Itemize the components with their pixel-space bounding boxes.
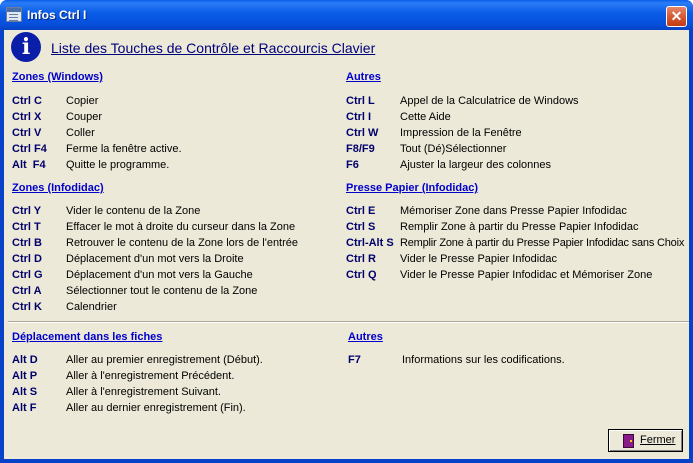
shortcut-row [12, 95, 332, 109]
info-icon: i [11, 32, 41, 62]
shortcut-key: Ctrl B [12, 237, 42, 249]
app-window-icon [6, 7, 22, 22]
shortcut-key: Alt F [12, 402, 37, 414]
shortcut-row [346, 253, 686, 267]
shortcut-desc: Remplir Zone à partir du Presse Papier Infodidac [400, 221, 639, 233]
shortcut-desc: Coller [66, 127, 95, 139]
shortcut-desc: Appel de la Calculatrice de Windows [400, 95, 579, 107]
shortcut-desc: Aller à l'enregistrement Suivant. [66, 386, 221, 398]
shortcut-row [12, 386, 332, 400]
shortcut-desc: Vider le contenu de la Zone [66, 205, 201, 217]
shortcut-key: Ctrl S [346, 221, 376, 233]
shortcut-row [346, 237, 688, 251]
shortcut-desc: Retrouver le contenu de la Zone lors de l'entrée [66, 237, 299, 249]
section-title-autres-bottom: Autres [348, 331, 383, 343]
shortcut-row [12, 205, 332, 219]
shortcut-key: F7 [348, 354, 361, 366]
close-button[interactable]: ✕ [666, 6, 687, 27]
shortcut-row [12, 127, 332, 141]
section-title-presse-papier: Presse Papier (Infodidac) [346, 182, 479, 194]
shortcut-key: Ctrl L [346, 95, 375, 107]
shortcut-key: Alt F4 [12, 159, 46, 171]
shortcut-row [346, 143, 686, 157]
section-title-zones-windows: Zones (Windows) [12, 71, 103, 83]
shortcut-desc: Mémoriser Zone dans Presse Papier Infodidac [400, 205, 627, 217]
shortcut-desc: Tout (Dé)Sélectionner [400, 143, 507, 155]
shortcut-desc: Vider le Presse Papier Infodidac et Mémoriser Zone [400, 269, 653, 281]
dialog-body [4, 30, 689, 459]
section-title-zones-infodidac: Zones (Infodidac) [12, 182, 104, 194]
shortcut-key: Ctrl D [12, 253, 42, 265]
shortcut-desc: Cette Aide [400, 111, 451, 123]
section-divider [8, 321, 689, 323]
shortcut-key: Ctrl T [12, 221, 41, 233]
shortcut-desc: Déplacement d'un mot vers la Droite [66, 253, 244, 265]
shortcut-key: F8/F9 [346, 143, 375, 155]
section-title-deplacement: Déplacement dans les fiches [12, 331, 163, 343]
shortcut-row [346, 269, 686, 283]
shortcut-desc: Sélectionner tout le contenu de la Zone [66, 285, 258, 297]
shortcut-row [12, 354, 332, 368]
shortcut-row [12, 111, 332, 125]
shortcut-desc: Ajuster la largeur des colonnes [400, 159, 552, 171]
shortcut-row [348, 354, 668, 368]
shortcut-key: Alt P [12, 370, 38, 382]
shortcut-key: Alt D [12, 354, 38, 366]
shortcut-desc: Copier [66, 95, 99, 107]
page-title: Liste des Touches de Contrôle et Raccourcis Clavier [51, 40, 376, 56]
shortcut-key: Ctrl A [12, 285, 42, 297]
shortcut-key: Ctrl K [12, 301, 42, 313]
shortcut-row [346, 159, 686, 173]
shortcut-desc: Informations sur les codifications. [402, 354, 565, 366]
shortcut-row [12, 237, 332, 251]
shortcut-desc: Couper [66, 111, 103, 123]
shortcut-row [346, 221, 686, 235]
shortcut-key: Ctrl W [346, 127, 379, 139]
shortcut-row [12, 370, 332, 384]
shortcut-desc: Déplacement d'un mot vers la Gauche [66, 269, 253, 281]
shortcut-key: Ctrl F4 [12, 143, 47, 155]
shortcut-key: Ctrl G [12, 269, 43, 281]
shortcut-desc: Aller au dernier enregistrement (Fin). [66, 402, 246, 414]
shortcut-row [12, 253, 332, 267]
shortcut-key: Ctrl R [346, 253, 376, 265]
shortcut-row [12, 143, 332, 157]
shortcut-row [12, 301, 332, 315]
shortcut-desc: Aller au premier enregistrement (Début). [66, 354, 263, 366]
shortcut-key: Ctrl I [346, 111, 372, 123]
shortcut-desc: Vider le Presse Papier Infodidac [400, 253, 557, 265]
shortcut-key: Ctrl Q [346, 269, 377, 281]
fermer-button-label: Fermer [640, 434, 676, 446]
shortcut-row [12, 159, 332, 173]
shortcut-desc: Quitte le programme. [66, 159, 170, 171]
shortcut-row [12, 402, 332, 416]
shortcut-key: F6 [346, 159, 359, 171]
title-bar[interactable] [0, 0, 693, 30]
fermer-button[interactable] [608, 429, 683, 452]
shortcut-desc: Effacer le mot à droite du curseur dans la Zone [66, 221, 296, 233]
shortcut-row [12, 221, 332, 235]
shortcut-key: Ctrl X [12, 111, 42, 123]
shortcut-key: Alt S [12, 386, 38, 398]
section-title-autres: Autres [346, 71, 381, 83]
door-exit-icon [623, 434, 634, 448]
shortcut-desc: Ferme la fenêtre active. [66, 143, 182, 155]
shortcut-row [346, 127, 686, 141]
shortcut-row [12, 269, 332, 283]
shortcut-desc: Remplir Zone à partir du Presse Papier Infodidac sans Choix [400, 237, 685, 249]
window-title: Infos Ctrl I [27, 8, 87, 22]
shortcut-desc: Calendrier [66, 301, 117, 313]
shortcut-key: Ctrl E [346, 205, 376, 217]
shortcut-row [12, 285, 332, 299]
shortcut-row [346, 111, 686, 125]
shortcut-key: Ctrl Y [12, 205, 42, 217]
shortcut-row [346, 95, 686, 109]
shortcut-desc: Impression de la Fenêtre [400, 127, 522, 139]
shortcut-desc: Aller à l'enregistrement Précédent. [66, 370, 235, 382]
shortcut-row [346, 205, 686, 219]
shortcut-key: Ctrl V [12, 127, 42, 139]
shortcut-key: Ctrl-Alt S [346, 237, 394, 249]
shortcut-key: Ctrl C [12, 95, 42, 107]
